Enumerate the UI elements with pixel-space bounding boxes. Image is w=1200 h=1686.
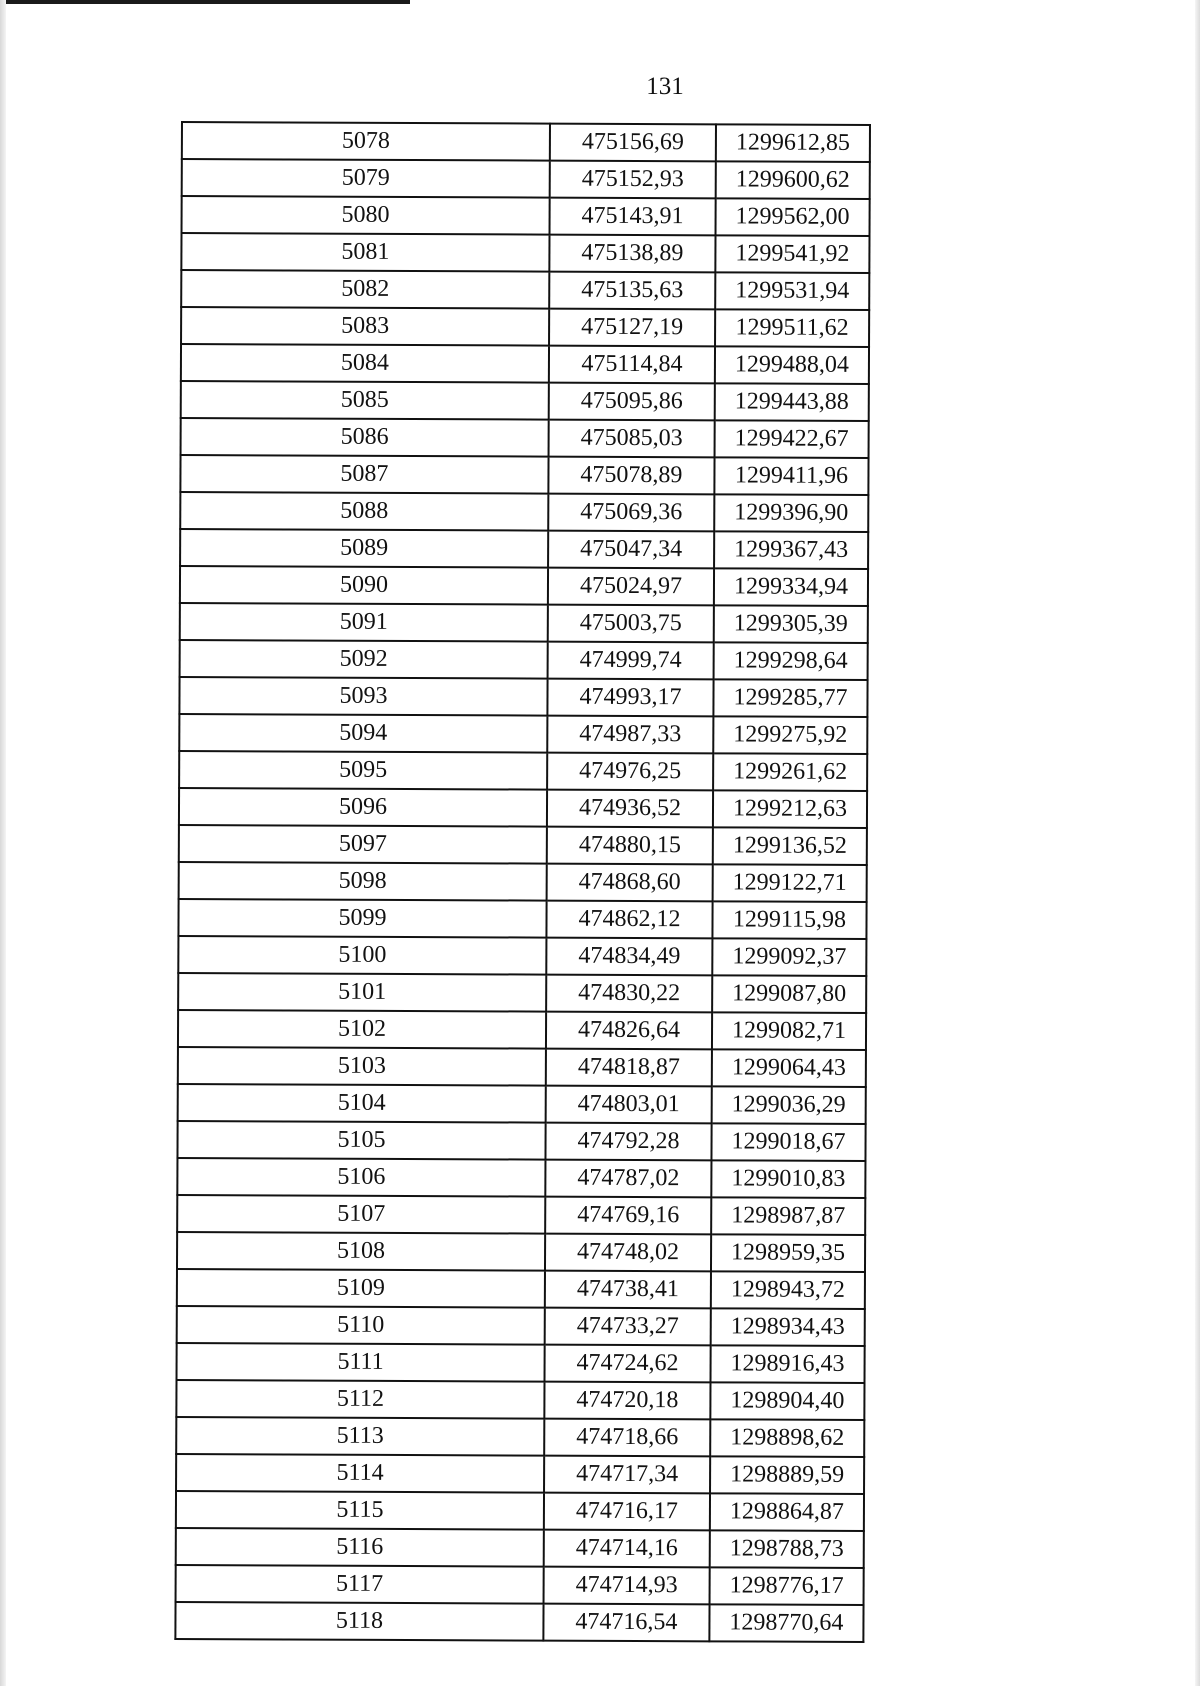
x-coordinate-cell: 475085,03 [549,420,715,458]
y-coordinate-cell: 1299305,39 [714,605,868,643]
y-coordinate-cell: 1299136,52 [713,827,867,865]
point-number-cell: 5081 [181,233,549,272]
table-row [178,1047,866,1087]
point-number-cell: 5116 [176,1528,544,1567]
point-number-cell: 5111 [177,1343,545,1382]
y-coordinate-cell: 1299541,92 [715,235,869,273]
table-row [176,1491,864,1531]
x-coordinate-cell: 474748,02 [545,1234,711,1272]
table-row [180,603,868,643]
point-number-cell: 5091 [180,603,548,642]
table-row [177,1232,865,1272]
x-coordinate-cell: 475152,93 [550,161,716,199]
y-coordinate-cell: 1299367,43 [714,531,868,569]
point-number-cell: 5114 [176,1454,544,1493]
x-coordinate-cell: 474769,16 [545,1197,711,1235]
table-row [182,196,870,236]
x-coordinate-cell: 475127,19 [549,309,715,347]
table-row [180,492,868,532]
y-coordinate-cell: 1299488,04 [715,346,869,384]
x-coordinate-cell: 474717,34 [544,1456,710,1494]
table-row [180,455,868,495]
x-coordinate-cell: 474738,41 [545,1271,711,1309]
table-row [181,418,869,458]
scan-left-edge [0,0,6,1686]
point-number-cell: 5102 [178,1010,546,1049]
table-row [177,1195,865,1235]
x-coordinate-cell: 474834,49 [546,938,712,976]
table-row [178,1084,866,1124]
table-row [176,1454,864,1494]
x-coordinate-cell: 474714,93 [544,1567,710,1605]
table-row [181,270,869,310]
point-number-cell: 5099 [178,899,546,938]
x-coordinate-cell: 475138,89 [549,235,715,273]
x-coordinate-cell: 474718,66 [544,1419,710,1457]
y-coordinate-cell: 1298943,72 [711,1271,865,1309]
point-number-cell: 5088 [180,492,548,531]
table-row [181,233,869,273]
point-number-cell: 5110 [177,1306,545,1345]
y-coordinate-cell: 1299275,92 [713,716,867,754]
top-rule [0,0,410,4]
x-coordinate-cell: 475135,63 [549,272,715,310]
y-coordinate-cell: 1299082,71 [712,1012,866,1050]
table-row [176,1380,864,1420]
x-coordinate-cell: 475143,91 [550,198,716,236]
y-coordinate-cell: 1298959,35 [711,1234,865,1272]
x-coordinate-cell: 475024,97 [548,568,714,606]
x-coordinate-cell: 474987,33 [547,716,713,754]
y-coordinate-cell: 1299285,77 [713,679,867,717]
y-coordinate-cell: 1299261,62 [713,753,867,791]
coordinates-table-body [175,122,870,1642]
x-coordinate-cell: 474716,17 [544,1493,710,1531]
x-coordinate-cell: 474787,02 [545,1160,711,1198]
y-coordinate-cell: 1298916,43 [711,1345,865,1383]
y-coordinate-cell: 1299562,00 [716,198,870,236]
table-row [178,899,866,939]
x-coordinate-cell: 475114,84 [549,346,715,384]
y-coordinate-cell: 1299036,29 [712,1086,866,1124]
y-coordinate-cell: 1299422,67 [715,420,869,458]
x-coordinate-cell: 474993,17 [547,679,713,717]
y-coordinate-cell: 1298904,40 [710,1382,864,1420]
x-coordinate-cell: 474724,62 [545,1345,711,1383]
table-row [177,1121,865,1161]
table-row [182,122,870,162]
y-coordinate-cell: 1299087,80 [712,975,866,1013]
y-coordinate-cell: 1299411,96 [714,457,868,495]
point-number-cell: 5103 [178,1047,546,1086]
x-coordinate-cell: 475156,69 [550,124,716,162]
point-number-cell: 5087 [180,455,548,494]
table-row [178,1010,866,1050]
point-number-cell: 5113 [176,1417,544,1456]
y-coordinate-cell: 1299010,83 [711,1160,865,1198]
table-row [182,159,870,199]
x-coordinate-cell: 474936,52 [547,790,713,828]
y-coordinate-cell: 1299122,71 [713,864,867,902]
y-coordinate-cell: 1299298,64 [714,642,868,680]
point-number-cell: 5093 [179,677,547,716]
table-row [177,1306,865,1346]
y-coordinate-cell: 1298889,59 [710,1456,864,1494]
table-row [179,788,867,828]
y-coordinate-cell: 1298776,17 [710,1567,864,1605]
table-row [175,1602,863,1642]
x-coordinate-cell: 474880,15 [547,827,713,865]
point-number-cell: 5108 [177,1232,545,1271]
y-coordinate-cell: 1299115,98 [712,901,866,939]
x-coordinate-cell: 474976,25 [547,753,713,791]
table-row [181,344,869,384]
point-number-cell: 5085 [181,381,549,420]
table-row [178,973,866,1013]
point-number-cell: 5095 [179,751,547,790]
x-coordinate-cell: 474792,28 [545,1123,711,1161]
page-number: 131 [646,73,684,100]
point-number-cell: 5080 [182,196,550,235]
table-row [177,1269,865,1309]
x-coordinate-cell: 474716,54 [543,1604,709,1642]
y-coordinate-cell: 1299092,37 [712,938,866,976]
table-row [180,529,868,569]
x-coordinate-cell: 474868,60 [547,864,713,902]
x-coordinate-cell: 474862,12 [546,901,712,939]
y-coordinate-cell: 1298788,73 [710,1530,864,1568]
table-row [179,677,867,717]
point-number-cell: 5107 [177,1195,545,1234]
table-row [177,1158,865,1198]
point-number-cell: 5104 [178,1084,546,1123]
y-coordinate-cell: 1299018,67 [711,1123,865,1161]
x-coordinate-cell: 475069,36 [548,494,714,532]
y-coordinate-cell: 1299396,90 [714,494,868,532]
y-coordinate-cell: 1299612,85 [716,124,870,162]
point-number-cell: 5112 [176,1380,544,1419]
x-coordinate-cell: 474818,87 [546,1049,712,1087]
table-row [180,566,868,606]
point-number-cell: 5090 [180,566,548,605]
x-coordinate-cell: 475047,34 [548,531,714,569]
table-row [181,307,869,347]
scan-right-edge [1195,0,1200,1686]
table-row [177,1343,865,1383]
y-coordinate-cell: 1298864,87 [710,1493,864,1531]
coordinates-table [174,121,871,1643]
point-number-cell: 5096 [179,788,547,827]
table-row [178,936,866,976]
x-coordinate-cell: 474720,18 [544,1382,710,1420]
x-coordinate-cell: 474803,01 [546,1086,712,1124]
y-coordinate-cell: 1299443,88 [715,383,869,421]
y-coordinate-cell: 1299531,94 [715,272,869,310]
y-coordinate-cell: 1298934,43 [711,1308,865,1346]
y-coordinate-cell: 1298898,62 [710,1419,864,1457]
point-number-cell: 5098 [179,862,547,901]
x-coordinate-cell: 474999,74 [548,642,714,680]
table-row [180,640,868,680]
point-number-cell: 5101 [178,973,546,1012]
point-number-cell: 5079 [182,159,550,198]
y-coordinate-cell: 1299212,63 [713,790,867,828]
x-coordinate-cell: 475095,86 [549,383,715,421]
point-number-cell: 5078 [182,122,550,161]
point-number-cell: 5094 [179,714,547,753]
point-number-cell: 5106 [177,1158,545,1197]
x-coordinate-cell: 475003,75 [548,605,714,643]
point-number-cell: 5097 [179,825,547,864]
y-coordinate-cell: 1299511,62 [715,309,869,347]
x-coordinate-cell: 474714,16 [544,1530,710,1568]
table-row [176,1417,864,1457]
point-number-cell: 5118 [175,1602,543,1641]
point-number-cell: 5109 [177,1269,545,1308]
table-row [179,751,867,791]
table-row [179,825,867,865]
point-number-cell: 5105 [177,1121,545,1160]
x-coordinate-cell: 475078,89 [548,457,714,495]
y-coordinate-cell: 1299064,43 [712,1049,866,1087]
point-number-cell: 5083 [181,307,549,346]
x-coordinate-cell: 474830,22 [546,975,712,1013]
point-number-cell: 5086 [181,418,549,457]
y-coordinate-cell: 1298770,64 [709,1604,863,1642]
y-coordinate-cell: 1299600,62 [716,161,870,199]
point-number-cell: 5084 [181,344,549,383]
table-row [179,862,867,902]
point-number-cell: 5115 [176,1491,544,1530]
table-row [181,381,869,421]
point-number-cell: 5092 [180,640,548,679]
table-row [179,714,867,754]
x-coordinate-cell: 474826,64 [546,1012,712,1050]
point-number-cell: 5100 [178,936,546,975]
x-coordinate-cell: 474733,27 [545,1308,711,1346]
y-coordinate-cell: 1299334,94 [714,568,868,606]
table-row [176,1528,864,1568]
table-row [176,1565,864,1605]
point-number-cell: 5082 [181,270,549,309]
point-number-cell: 5117 [176,1565,544,1604]
y-coordinate-cell: 1298987,87 [711,1197,865,1235]
point-number-cell: 5089 [180,529,548,568]
